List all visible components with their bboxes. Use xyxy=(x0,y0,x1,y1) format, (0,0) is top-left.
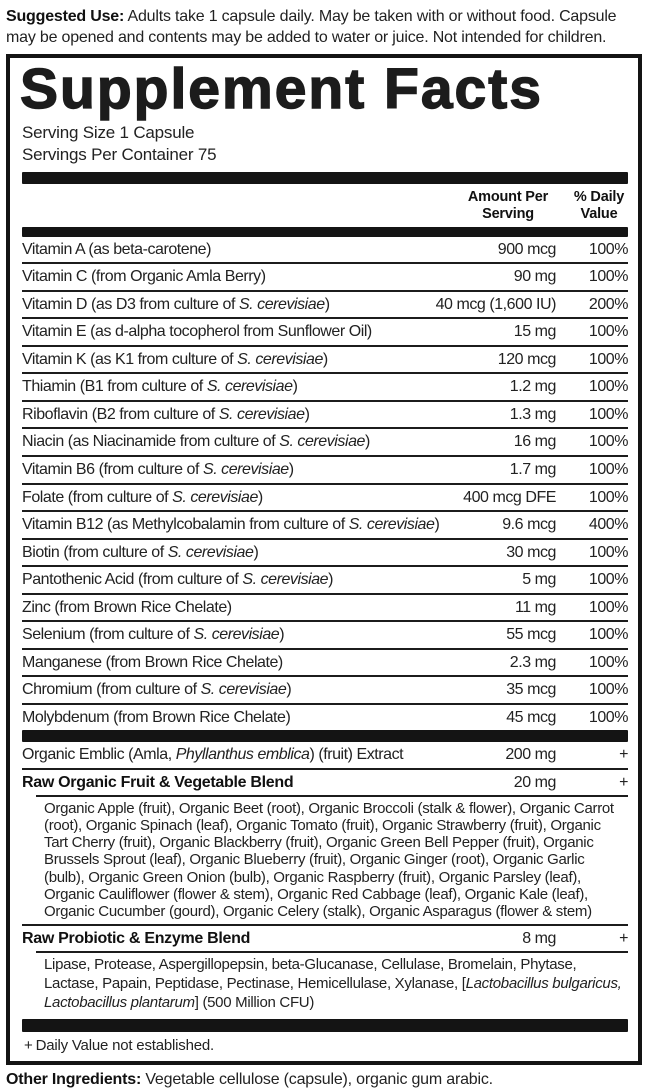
nutrient-name-text: Folate (from culture of xyxy=(22,488,173,506)
other-ingredients-text: Vegetable cellulose (capsule), organic gum arabic. xyxy=(141,1071,493,1089)
table-row xyxy=(22,675,628,703)
nutrient-name xyxy=(22,570,514,590)
daily-value-footnote xyxy=(22,1032,628,1061)
nutrient-name-suffix: ) xyxy=(286,681,292,699)
nutrient-name-suffix: ) xyxy=(292,378,298,396)
nutrient-name xyxy=(22,745,497,765)
column-header-amount: Amount Per Serving xyxy=(467,189,549,222)
table-row xyxy=(22,317,628,345)
nutrient-name xyxy=(22,653,502,673)
nutrient-amount: 400 mcg DFE xyxy=(463,488,556,506)
nutrient-table xyxy=(22,237,628,730)
table-row xyxy=(22,483,628,511)
nutrient-name xyxy=(22,598,507,618)
nutrient-name xyxy=(22,460,502,480)
probiotic-enzyme-blend-ingredients xyxy=(36,951,628,1017)
nutrient-name-text: Selenium (from culture of xyxy=(22,626,194,644)
nutrient-dv: 100% xyxy=(588,598,628,616)
nutrient-dv: 100% xyxy=(588,626,628,644)
nutrient-name-text: Chromium (from culture of xyxy=(22,681,201,699)
nutrient-name-text: Vitamin K (as K1 from culture of xyxy=(22,350,238,368)
nutrient-name xyxy=(22,267,506,287)
nutrient-amount: 30 mcg xyxy=(506,543,556,561)
nutrient-name-text: Manganese (from Brown Rice Chelate) xyxy=(22,653,283,671)
nutrient-dv: 100% xyxy=(588,653,628,671)
nutrient-name-italic: S. cerevisiae xyxy=(206,378,293,396)
nutrient-dv: 100% xyxy=(588,323,628,341)
nutrient-name-text: Vitamin E (as d-alpha tocopherol from Sunflower Oil) xyxy=(22,323,372,341)
nutrient-amount: 200 mg xyxy=(505,746,556,764)
nutrient-amount: 16 mg xyxy=(513,433,556,451)
blend-amount: 20 mg xyxy=(513,773,556,791)
divider-bar-thick xyxy=(22,730,628,742)
serving-size: Serving Size 1 Capsule xyxy=(22,123,195,143)
nutrient-amount: 900 mcg xyxy=(497,240,556,258)
table-row xyxy=(22,510,628,538)
nutrient-dv: 400% xyxy=(588,516,628,534)
nutrient-dv: 100% xyxy=(588,433,628,451)
nutrient-name-italic: S. cerevisiae xyxy=(218,405,305,423)
nutrient-name-italic: S. cerevisiae xyxy=(200,681,287,699)
blend-dv: + xyxy=(619,773,628,791)
nutrient-dv: 100% xyxy=(588,488,628,506)
nutrient-name-italic: S. cerevisiae xyxy=(238,295,325,313)
table-row xyxy=(22,620,628,648)
table-row xyxy=(22,372,628,400)
nutrient-name xyxy=(22,543,498,563)
footnote-symbol: + xyxy=(24,1037,33,1055)
nutrient-name-suffix: ) xyxy=(257,488,263,506)
nutrient-dv: 100% xyxy=(588,681,628,699)
blend-amount: 8 mg xyxy=(522,929,556,947)
blend-name: Raw Probiotic & Enzyme Blend xyxy=(22,929,251,947)
nutrient-name-text: Vitamin D (as D3 from culture of xyxy=(22,295,239,313)
supplement-facts-panel xyxy=(6,54,642,1065)
nutrient-dv: 100% xyxy=(588,268,628,286)
nutrient-amount: 9.6 mcg xyxy=(502,516,556,534)
nutrient-name xyxy=(22,322,506,342)
nutrient-name-suffix: ) xyxy=(364,433,370,451)
nutrient-dv: 100% xyxy=(588,571,628,589)
nutrient-name xyxy=(22,432,506,452)
nutrient-name-italic: S. cerevisiae xyxy=(242,571,329,589)
nutrient-name-italic: S. cerevisiae xyxy=(279,433,365,451)
nutrient-name xyxy=(22,680,498,700)
nutrient-name xyxy=(22,515,494,535)
nutrient-amount: 2.3 mg xyxy=(509,653,556,671)
nutrient-name-suffix: ) xyxy=(253,543,259,561)
nutrient-dv: 100% xyxy=(588,378,628,396)
nutrient-name-suffix: ) xyxy=(279,626,285,644)
nutrient-name-suffix: ) xyxy=(434,516,440,534)
nutrient-amount: 55 mcg xyxy=(506,626,556,644)
nutrient-name xyxy=(22,295,428,315)
nutrient-dv: 100% xyxy=(588,708,628,726)
enzyme-list-text: Lipase, Protease, Aspergillopepsin, beta-Glucanase, Cellulase, Bromelain, Phytase, Lactase, Papain, Peptidase, Pectinase, Hemicellulase, Xylanase, [ xyxy=(44,956,577,993)
nutrient-name-text: Niacin (as Niacinamide from culture of xyxy=(22,433,280,451)
nutrient-name-text: Zinc (from Brown Rice Chelate) xyxy=(22,598,232,616)
suggested-use-label: Suggested Use: xyxy=(6,8,125,25)
blend-dv: + xyxy=(619,929,628,947)
divider-bar-thick xyxy=(22,172,628,184)
footnote-text: Daily Value not established. xyxy=(35,1037,214,1055)
suggested-use xyxy=(6,6,642,48)
nutrient-name xyxy=(22,488,455,508)
nutrient-name-italic: S. cerevisiae xyxy=(237,350,323,368)
probiotic-enzyme-blend-row xyxy=(22,924,628,952)
table-row xyxy=(22,290,628,318)
nutrient-amount: 120 mcg xyxy=(497,350,556,368)
nutrient-name xyxy=(22,708,498,728)
panel-title: Supplement Facts xyxy=(20,57,543,122)
nutrient-name-text: Molybdenum (from Brown Rice Chelate) xyxy=(22,708,291,726)
nutrient-name-italic: S. cerevisiae xyxy=(202,461,289,478)
nutrient-name-suffix: ) xyxy=(322,350,328,368)
nutrient-name-text: Vitamin B12 (as Methylcobalamin from culture of xyxy=(22,516,349,534)
table-row xyxy=(22,400,628,428)
nutrient-amount: 5 mg xyxy=(522,571,556,589)
nutrient-dv: 100% xyxy=(588,461,628,478)
table-row xyxy=(22,648,628,676)
nutrient-name-text: Vitamin A (as beta-carotene) xyxy=(22,240,211,258)
nutrient-name-text: Thiamin (B1 from culture of xyxy=(22,378,207,396)
nutrient-name-italic: Phyllanthus emblica xyxy=(175,746,310,764)
nutrient-name-italic: S. cerevisiae xyxy=(167,543,254,561)
table-row xyxy=(22,593,628,621)
nutrient-amount: 1.3 mg xyxy=(509,405,556,423)
other-ingredients xyxy=(6,1071,642,1089)
nutrient-dv: + xyxy=(619,746,628,764)
fruit-vegetable-blend-row xyxy=(22,768,628,796)
nutrient-name-text: Riboflavin (B2 from culture of xyxy=(22,405,219,423)
nutrient-name-suffix: ) xyxy=(324,295,330,313)
table-row xyxy=(22,345,628,373)
nutrient-name-text: Organic Emblic (Amla, xyxy=(22,746,176,764)
nutrient-amount: 11 mg xyxy=(514,598,556,616)
nutrient-amount: 90 mg xyxy=(513,268,556,286)
blend-name: Raw Organic Fruit & Vegetable Blend xyxy=(22,773,294,791)
nutrient-amount: 40 mcg (1,600 IU) xyxy=(435,295,556,313)
probiotic-species-italic: Lactobacillus bulgaricus, Lactobacillus plantarum xyxy=(44,975,622,1012)
emblic-extract-row xyxy=(22,742,628,768)
divider-bar-thick xyxy=(22,227,628,237)
nutrient-name xyxy=(22,405,502,425)
servings-per-container: Servings Per Container 75 xyxy=(22,145,217,165)
nutrient-name-text: Biotin (from culture of xyxy=(22,543,168,561)
nutrient-dv: 100% xyxy=(588,240,628,258)
enzyme-list-suffix: ] (500 Million CFU) xyxy=(194,994,315,1012)
suggested-use-text: Adults take 1 capsule daily. May be taken with or without food. Capsule may be opened and contents may be added to water or juice. Not intended for children. xyxy=(6,8,617,47)
nutrient-name-suffix: ) xyxy=(304,405,310,423)
column-header-dv: % Daily Value xyxy=(573,189,625,222)
nutrient-name-italic: S. cerevisiae xyxy=(348,516,435,534)
nutrient-name-text: Vitamin B6 (from culture of xyxy=(22,461,203,478)
nutrient-dv: 100% xyxy=(588,543,628,561)
nutrient-name-text: Pantothenic Acid (from culture of xyxy=(22,571,243,589)
nutrient-name xyxy=(22,377,502,397)
nutrient-amount: 45 mcg xyxy=(506,708,556,726)
nutrient-name xyxy=(22,240,490,260)
table-row xyxy=(22,455,628,483)
nutrient-name-italic: S. cerevisiae xyxy=(193,626,280,644)
nutrient-dv: 100% xyxy=(588,350,628,368)
table-row xyxy=(22,262,628,290)
nutrient-amount: 1.7 mg xyxy=(509,461,556,478)
nutrient-amount: 1.2 mg xyxy=(509,378,556,396)
nutrient-name-italic: S. cerevisiae xyxy=(172,488,258,506)
nutrient-name-suffix: ) xyxy=(328,571,334,589)
nutrient-amount: 15 mg xyxy=(513,323,556,341)
column-header-row xyxy=(22,184,628,226)
nutrient-name xyxy=(22,350,490,370)
nutrient-name xyxy=(22,625,498,645)
nutrient-name-suffix: ) (fruit) Extract xyxy=(309,746,404,764)
nutrient-amount: 35 mcg xyxy=(506,681,556,699)
nutrient-dv: 100% xyxy=(588,405,628,423)
nutrient-dv: 200% xyxy=(588,295,628,313)
table-row xyxy=(22,565,628,593)
serving-info xyxy=(22,122,628,166)
table-row xyxy=(22,703,628,731)
nutrient-name-suffix: ) xyxy=(288,461,294,478)
other-ingredients-label: Other Ingredients: xyxy=(6,1071,142,1089)
table-row xyxy=(22,427,628,455)
fruit-vegetable-blend-ingredients: Organic Apple (fruit), Organic Beet (root), Organic Broccoli (stalk & flower), Organic Carrot (root), Organic Spinach (leaf), Organic Tomato (fruit), Organic Strawberry (fruit), Organic Tart Cherry (fruit), Organic Blackberry (fruit), Organic Green Bell Pepper (fruit), Organic Brussels Sprout (leaf), Organic Blueberry (fruit), Organic Ginger (root), Organic Garlic (bulb), Organic Green Onion (bulb), Organic Raspberry (fruit), Organic Parsley (leaf), Organic Cauliflower (flower & stem), Organic Red Cabbage (leaf), Organic Kale (leaf), Organic Cucumber (gourd), Organic Celery (stalk), Organic Asparagus (flower & stem) xyxy=(36,795,628,924)
nutrient-name-text: Vitamin C (from Organic Amla Berry) xyxy=(22,268,266,286)
table-row xyxy=(22,237,628,263)
divider-bar-thick xyxy=(22,1019,628,1032)
table-row xyxy=(22,538,628,566)
